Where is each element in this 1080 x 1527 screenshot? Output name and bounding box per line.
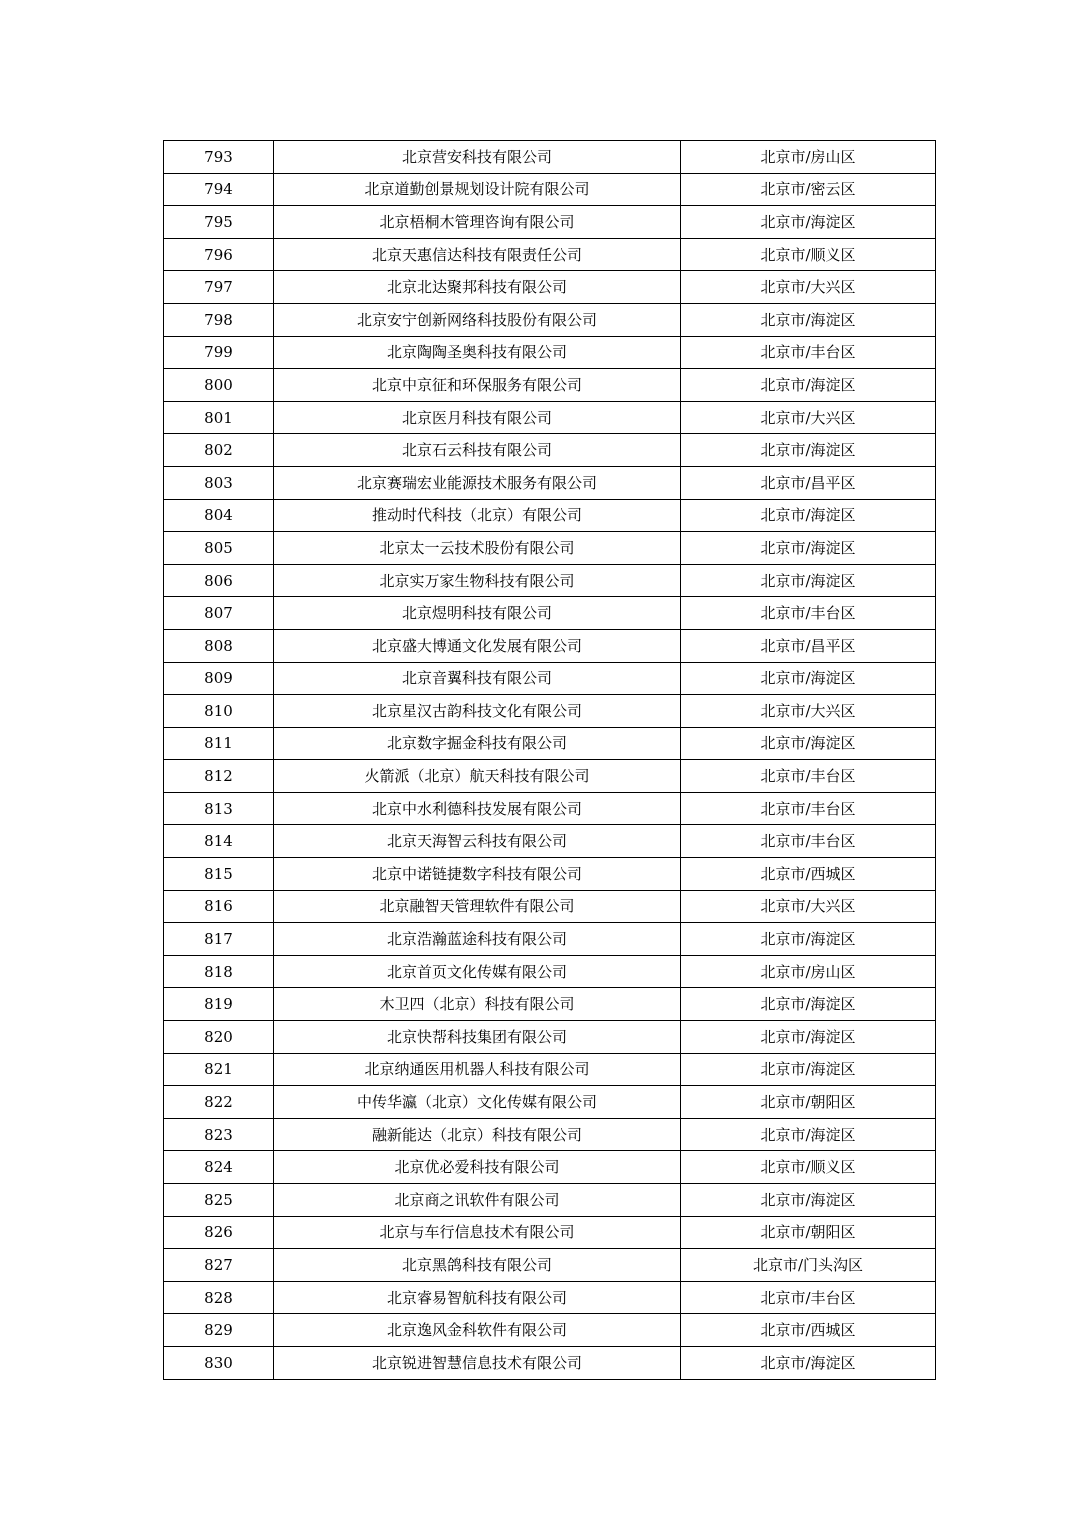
company-name-cell: 北京煜明科技有限公司 bbox=[274, 597, 681, 630]
table-row bbox=[164, 173, 936, 206]
region-cell: 北京市/海淀区 bbox=[681, 1346, 936, 1379]
table-row bbox=[164, 1346, 936, 1379]
row-number-cell: 796 bbox=[164, 238, 274, 271]
company-name-cell: 北京与车行信息技术有限公司 bbox=[274, 1216, 681, 1249]
region-cell: 北京市/海淀区 bbox=[681, 1021, 936, 1054]
row-number-cell: 824 bbox=[164, 1151, 274, 1184]
table-row bbox=[164, 1086, 936, 1119]
table-row bbox=[164, 955, 936, 988]
region-cell: 北京市/丰台区 bbox=[681, 760, 936, 793]
company-name-cell: 北京数字掘金科技有限公司 bbox=[274, 727, 681, 760]
region-cell: 北京市/海淀区 bbox=[681, 369, 936, 402]
company-name-cell: 中传华瀛（北京）文化传媒有限公司 bbox=[274, 1086, 681, 1119]
company-name-cell: 北京优必爱科技有限公司 bbox=[274, 1151, 681, 1184]
row-number-cell: 827 bbox=[164, 1249, 274, 1282]
table-row bbox=[164, 923, 936, 956]
region-cell: 北京市/海淀区 bbox=[681, 532, 936, 565]
row-number-cell: 817 bbox=[164, 923, 274, 956]
region-cell: 北京市/房山区 bbox=[681, 141, 936, 174]
row-number-cell: 803 bbox=[164, 466, 274, 499]
region-cell: 北京市/顺义区 bbox=[681, 1151, 936, 1184]
region-cell: 北京市/丰台区 bbox=[681, 1281, 936, 1314]
row-number-cell: 822 bbox=[164, 1086, 274, 1119]
region-cell: 北京市/海淀区 bbox=[681, 1118, 936, 1151]
region-cell: 北京市/朝阳区 bbox=[681, 1216, 936, 1249]
company-name-cell: 北京中京征和环保服务有限公司 bbox=[274, 369, 681, 402]
region-cell: 北京市/海淀区 bbox=[681, 1053, 936, 1086]
row-number-cell: 825 bbox=[164, 1184, 274, 1217]
region-cell: 北京市/朝阳区 bbox=[681, 1086, 936, 1119]
region-cell: 北京市/丰台区 bbox=[681, 336, 936, 369]
row-number-cell: 810 bbox=[164, 695, 274, 728]
region-cell: 北京市/顺义区 bbox=[681, 238, 936, 271]
region-cell: 北京市/密云区 bbox=[681, 173, 936, 206]
region-cell: 北京市/海淀区 bbox=[681, 662, 936, 695]
row-number-cell: 804 bbox=[164, 499, 274, 532]
company-name-cell: 北京医月科技有限公司 bbox=[274, 401, 681, 434]
table-row bbox=[164, 564, 936, 597]
table-row bbox=[164, 695, 936, 728]
company-name-cell: 北京中诺链捷数字科技有限公司 bbox=[274, 858, 681, 891]
company-name-cell: 北京纳通医用机器人科技有限公司 bbox=[274, 1053, 681, 1086]
company-list-table bbox=[163, 140, 936, 1380]
company-name-cell: 北京陶陶圣奥科技有限公司 bbox=[274, 336, 681, 369]
table-row bbox=[164, 206, 936, 239]
row-number-cell: 798 bbox=[164, 303, 274, 336]
table-row bbox=[164, 336, 936, 369]
table-row bbox=[164, 1249, 936, 1282]
region-cell: 北京市/海淀区 bbox=[681, 564, 936, 597]
row-number-cell: 829 bbox=[164, 1314, 274, 1347]
company-name-cell: 北京逸风金科软件有限公司 bbox=[274, 1314, 681, 1347]
table-row bbox=[164, 303, 936, 336]
row-number-cell: 795 bbox=[164, 206, 274, 239]
company-name-cell: 北京盛大博通文化发展有限公司 bbox=[274, 629, 681, 662]
company-name-cell: 北京星汉古韵科技文化有限公司 bbox=[274, 695, 681, 728]
company-name-cell: 北京首页文化传媒有限公司 bbox=[274, 955, 681, 988]
company-name-cell: 北京融智天管理软件有限公司 bbox=[274, 890, 681, 923]
table-row bbox=[164, 499, 936, 532]
company-name-cell: 北京中水利德科技发展有限公司 bbox=[274, 792, 681, 825]
table-row bbox=[164, 988, 936, 1021]
row-number-cell: 816 bbox=[164, 890, 274, 923]
row-number-cell: 802 bbox=[164, 434, 274, 467]
company-name-cell: 北京北达聚邦科技有限公司 bbox=[274, 271, 681, 304]
company-name-cell: 北京商之讯软件有限公司 bbox=[274, 1184, 681, 1217]
row-number-cell: 809 bbox=[164, 662, 274, 695]
company-name-cell: 北京浩瀚蓝途科技有限公司 bbox=[274, 923, 681, 956]
region-cell: 北京市/海淀区 bbox=[681, 499, 936, 532]
row-number-cell: 813 bbox=[164, 792, 274, 825]
row-number-cell: 794 bbox=[164, 173, 274, 206]
region-cell: 北京市/海淀区 bbox=[681, 923, 936, 956]
company-name-cell: 北京音翼科技有限公司 bbox=[274, 662, 681, 695]
company-name-cell: 推动时代科技（北京）有限公司 bbox=[274, 499, 681, 532]
table-row bbox=[164, 727, 936, 760]
region-cell: 北京市/丰台区 bbox=[681, 792, 936, 825]
company-name-cell: 北京赛瑞宏业能源技术服务有限公司 bbox=[274, 466, 681, 499]
company-name-cell: 融新能达（北京）科技有限公司 bbox=[274, 1118, 681, 1151]
company-name-cell: 木卫四（北京）科技有限公司 bbox=[274, 988, 681, 1021]
table-row bbox=[164, 434, 936, 467]
table-row bbox=[164, 1118, 936, 1151]
region-cell: 北京市/丰台区 bbox=[681, 597, 936, 630]
row-number-cell: 807 bbox=[164, 597, 274, 630]
region-cell: 北京市/昌平区 bbox=[681, 466, 936, 499]
company-name-cell: 北京天海智云科技有限公司 bbox=[274, 825, 681, 858]
region-cell: 北京市/海淀区 bbox=[681, 206, 936, 239]
region-cell: 北京市/西城区 bbox=[681, 1314, 936, 1347]
row-number-cell: 797 bbox=[164, 271, 274, 304]
table-row bbox=[164, 760, 936, 793]
table-row bbox=[164, 1216, 936, 1249]
row-number-cell: 814 bbox=[164, 825, 274, 858]
table-row bbox=[164, 1021, 936, 1054]
company-name-cell: 北京黑鸽科技有限公司 bbox=[274, 1249, 681, 1282]
company-name-cell: 北京天惠信达科技有限责任公司 bbox=[274, 238, 681, 271]
row-number-cell: 815 bbox=[164, 858, 274, 891]
region-cell: 北京市/海淀区 bbox=[681, 988, 936, 1021]
region-cell: 北京市/海淀区 bbox=[681, 1184, 936, 1217]
company-name-cell: 北京实万家生物科技有限公司 bbox=[274, 564, 681, 597]
region-cell: 北京市/海淀区 bbox=[681, 727, 936, 760]
row-number-cell: 826 bbox=[164, 1216, 274, 1249]
row-number-cell: 801 bbox=[164, 401, 274, 434]
table-row bbox=[164, 1053, 936, 1086]
table-row bbox=[164, 1184, 936, 1217]
table-row bbox=[164, 369, 936, 402]
region-cell: 北京市/大兴区 bbox=[681, 890, 936, 923]
row-number-cell: 799 bbox=[164, 336, 274, 369]
row-number-cell: 812 bbox=[164, 760, 274, 793]
table-row bbox=[164, 1314, 936, 1347]
company-name-cell: 北京睿易智航科技有限公司 bbox=[274, 1281, 681, 1314]
table-row bbox=[164, 1281, 936, 1314]
row-number-cell: 806 bbox=[164, 564, 274, 597]
table-row bbox=[164, 238, 936, 271]
row-number-cell: 811 bbox=[164, 727, 274, 760]
row-number-cell: 808 bbox=[164, 629, 274, 662]
table-row bbox=[164, 662, 936, 695]
row-number-cell: 820 bbox=[164, 1021, 274, 1054]
row-number-cell: 800 bbox=[164, 369, 274, 402]
table-row bbox=[164, 629, 936, 662]
company-name-cell: 北京快帮科技集团有限公司 bbox=[274, 1021, 681, 1054]
company-name-cell: 北京道勤创景规划设计院有限公司 bbox=[274, 173, 681, 206]
company-name-cell: 北京锐进智慧信息技术有限公司 bbox=[274, 1346, 681, 1379]
region-cell: 北京市/大兴区 bbox=[681, 401, 936, 434]
table-body bbox=[164, 141, 936, 1380]
region-cell: 北京市/大兴区 bbox=[681, 695, 936, 728]
table-row bbox=[164, 271, 936, 304]
table-row bbox=[164, 401, 936, 434]
region-cell: 北京市/昌平区 bbox=[681, 629, 936, 662]
table-row bbox=[164, 1151, 936, 1184]
row-number-cell: 818 bbox=[164, 955, 274, 988]
company-name-cell: 北京太一云技术股份有限公司 bbox=[274, 532, 681, 565]
company-name-cell: 北京安宁创新网络科技股份有限公司 bbox=[274, 303, 681, 336]
region-cell: 北京市/丰台区 bbox=[681, 825, 936, 858]
table-row bbox=[164, 141, 936, 174]
table-row bbox=[164, 466, 936, 499]
table-row bbox=[164, 532, 936, 565]
company-name-cell: 火箭派（北京）航天科技有限公司 bbox=[274, 760, 681, 793]
row-number-cell: 793 bbox=[164, 141, 274, 174]
row-number-cell: 828 bbox=[164, 1281, 274, 1314]
company-name-cell: 北京梧桐木管理咨询有限公司 bbox=[274, 206, 681, 239]
table-row bbox=[164, 825, 936, 858]
table-row bbox=[164, 858, 936, 891]
row-number-cell: 830 bbox=[164, 1346, 274, 1379]
row-number-cell: 819 bbox=[164, 988, 274, 1021]
region-cell: 北京市/门头沟区 bbox=[681, 1249, 936, 1282]
table-row bbox=[164, 792, 936, 825]
row-number-cell: 823 bbox=[164, 1118, 274, 1151]
region-cell: 北京市/房山区 bbox=[681, 955, 936, 988]
company-name-cell: 北京石云科技有限公司 bbox=[274, 434, 681, 467]
region-cell: 北京市/西城区 bbox=[681, 858, 936, 891]
table-row bbox=[164, 597, 936, 630]
region-cell: 北京市/海淀区 bbox=[681, 303, 936, 336]
row-number-cell: 821 bbox=[164, 1053, 274, 1086]
company-name-cell: 北京营安科技有限公司 bbox=[274, 141, 681, 174]
table-row bbox=[164, 890, 936, 923]
region-cell: 北京市/大兴区 bbox=[681, 271, 936, 304]
region-cell: 北京市/海淀区 bbox=[681, 434, 936, 467]
row-number-cell: 805 bbox=[164, 532, 274, 565]
